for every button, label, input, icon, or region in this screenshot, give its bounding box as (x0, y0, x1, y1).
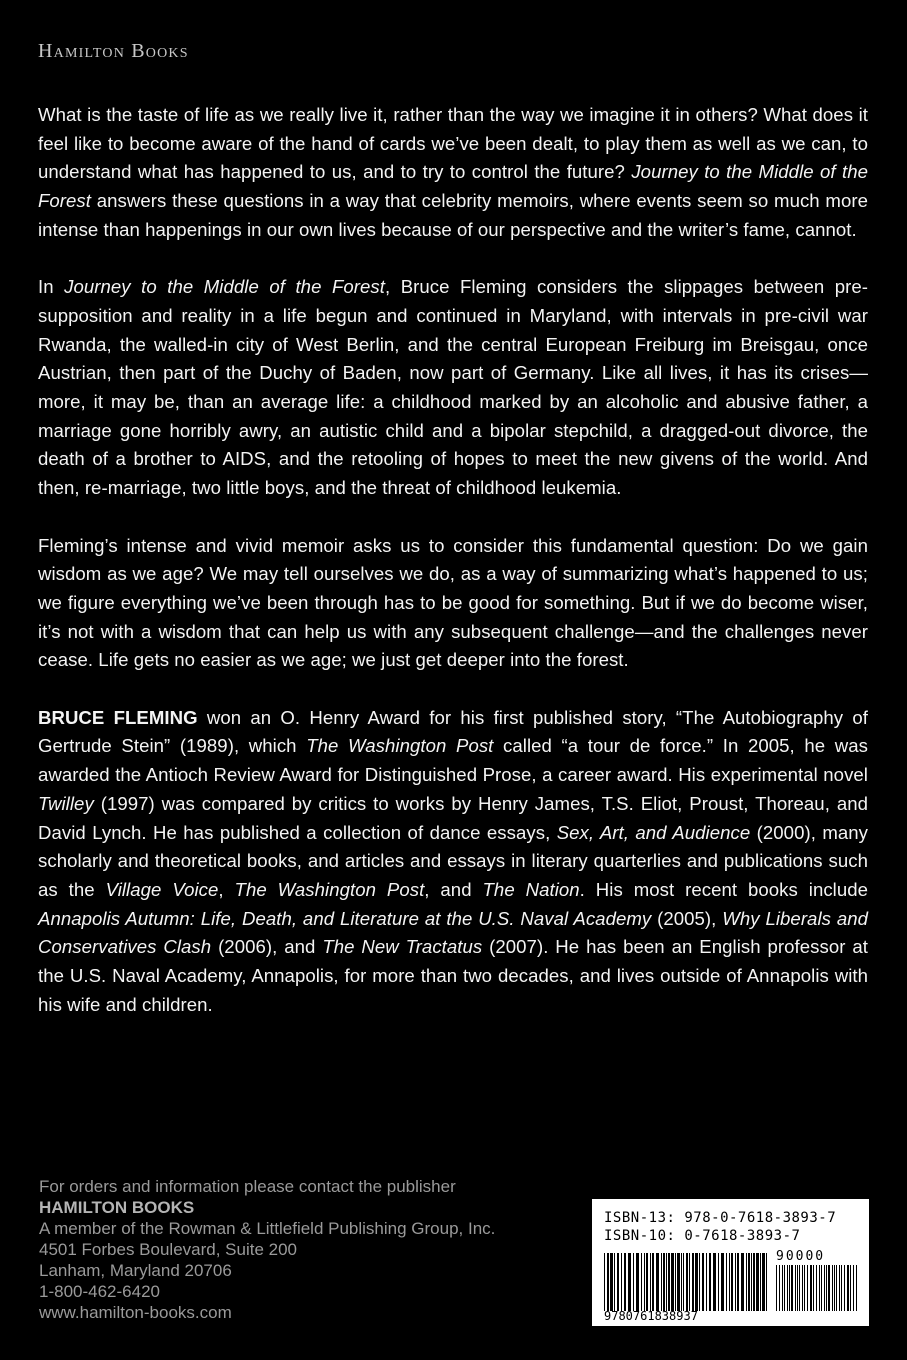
barcode-bar (675, 1253, 676, 1311)
barcode-bar (671, 1253, 674, 1311)
address-line-1: 4501 Forbes Boulevard, Suite 200 (39, 1240, 298, 1259)
barcode-bar (760, 1253, 761, 1311)
barcode-bar (729, 1253, 730, 1311)
barcode-bar (709, 1253, 711, 1311)
barcode-bar (791, 1265, 793, 1311)
barcode-bar (646, 1253, 648, 1311)
barcode-bar (762, 1253, 765, 1311)
barcode-bar (604, 1253, 605, 1311)
author-name: BRUCE FLEMING (38, 706, 198, 728)
barcode-bar (839, 1265, 840, 1311)
barcode-bar (795, 1265, 796, 1311)
barcode-bar (787, 1265, 788, 1311)
website-link[interactable]: www.hamilton-books.com (39, 1303, 232, 1322)
barcode-bar (841, 1265, 842, 1311)
description-paragraph-3: Fleming’s intense and vivid memoir asks us to consider this fundamental question: Do we gain wisdom as we age? We may tell ourselves we do, as a way of summarizing what’s happened to us; we figure everything we’ve been through has to be good for something. But if we do become wiser, it’s not with a wisdom that can help us with any subsequent challenge—and the challenges never cease. Life gets no easier as we age; we just get deeper into the forest. (38, 534, 868, 671)
barcode-bar (847, 1265, 849, 1311)
description-paragraph-1: What is the taste of life as we really live it, rather than the way we imagine it in others? What does it feel like to become aware of the hand of cards we’ve been dealt, to play them as well as we can, to understand what has happened to us, and to try to control the future? Journey to the Middle of the Forest answers these questions in a way that celebrity memoirs, where events seem so much more intense than happenings in our own lives because of our perspective and the writer’s fame, cannot. (38, 104, 868, 240)
barcode-bar (610, 1253, 613, 1311)
barcode-bar (628, 1253, 631, 1311)
barcode-bar (828, 1265, 830, 1311)
publisher-member: A member of the Rowman & Littlefield Publishing Group, Inc. (39, 1219, 496, 1238)
back-cover-copy (38, 101, 868, 1048)
barcode-bar (731, 1253, 733, 1311)
barcode-bar (741, 1253, 744, 1311)
barcode-bar (748, 1253, 750, 1311)
contact-intro: For orders and information please contact the publisher (39, 1177, 456, 1196)
barcode-bar (824, 1265, 825, 1311)
barcode-bar (677, 1253, 680, 1311)
ean-digits: 9780761838937 (604, 1309, 698, 1323)
barcode-bar (650, 1253, 651, 1311)
barcode-bar (737, 1253, 739, 1311)
barcode-bar (683, 1253, 684, 1311)
barcode-bar (644, 1253, 645, 1311)
ean-bars (604, 1253, 767, 1311)
barcode-bar (776, 1265, 777, 1311)
barcode-bar (804, 1265, 805, 1311)
barcode-bar (834, 1265, 835, 1311)
barcode-bar (633, 1253, 634, 1311)
barcode-bar (624, 1253, 626, 1311)
barcode-bar (832, 1265, 833, 1311)
barcode-bar (663, 1253, 665, 1311)
barcode-bar (656, 1253, 659, 1311)
barcode-bar (641, 1253, 642, 1311)
barcode-bar (621, 1253, 622, 1311)
author-bio: BRUCE FLEMING won an O. Henry Award for his first published story, “The Autobiography of Gertrude Stein” (1989), which The Washington Post called “a tour de force.” In 2005, he was awarded the Antioch Review Award for Distinguished Prose, a career award. His experimental novel Twilley (1997) was compared by critics to works by Henry James, T.S. Eliot, Proust, Thoreau, and David Lynch. He has published a collection of dance essays, Sex, Art, and Audience (2000), many scholarly and theoretical books, and articles and essays in literary quarterlies and publications such as the Village Voice, The Washington Post, and The Nation. His most recent books include Annapolis Autumn: Life, Death, and Literature at the U.S. Naval Academy (2005), Why Liberals and Conservatives Clash (2006), and The New Tractatus (2007). He has been an English professor at the U.S. Naval Academy, Annapolis, for more than two decades, and lives outside of Annapolis with his wife and children. (38, 706, 869, 1015)
barcode-graphic (592, 1199, 869, 1326)
barcode-bar (614, 1253, 615, 1311)
barcode-bar (756, 1253, 759, 1311)
barcode-bar (810, 1265, 812, 1311)
price-code: 90000 (776, 1249, 826, 1264)
barcode-bar (699, 1253, 700, 1311)
barcode-bar (692, 1253, 694, 1311)
barcode-bar (797, 1265, 798, 1311)
barcode-bar (607, 1253, 609, 1311)
barcode-bar (836, 1265, 837, 1311)
barcode-bar (746, 1253, 747, 1311)
description-paragraph-2: In Journey to the Middle of the Forest, Bruce Fleming considers the slippages between pre-supposition and reality in a life begun and continued in Maryland, with intervals in pre-civil war Rwanda, the walled-in city of West Berlin, and the central European Freiburg im Breisgau, once Austrian, then part of the Duchy of Baden, now part of Germany. Like all lives, it has its crises—more, it may be, than an average life: a childhood marked by an alcoholic and abusive father, a marriage gone horribly awry, an autistic child and a bipolar stepchild, a dragged-out divorce, the death of a brother to AIDS, and the retooling of hopes to meet the new givens of the world. And then, re-marriage, two little boys, and the threat of childhood leukemia. (38, 276, 869, 499)
publisher-contact-block (39, 1176, 495, 1323)
barcode-bar (661, 1253, 662, 1311)
barcode-bar (617, 1253, 619, 1311)
isbn-10: ISBN-10: 0-7618-3893-7 (604, 1228, 801, 1244)
barcode-bar (826, 1265, 827, 1311)
barcode-bar (751, 1253, 752, 1311)
barcode-bar (735, 1253, 736, 1311)
barcode-bar (681, 1253, 682, 1311)
barcode-bar (844, 1265, 845, 1311)
barcode-bar (666, 1253, 667, 1311)
publisher-name: HAMILTON BOOKS (39, 1198, 195, 1217)
barcode-bar (689, 1253, 690, 1311)
barcode-bar (668, 1253, 670, 1311)
barcode-bar (652, 1253, 654, 1311)
isbn-barcode (592, 1199, 869, 1326)
address-line-2: Lanham, Maryland 20706 (39, 1261, 232, 1280)
barcode-bar (686, 1253, 688, 1311)
price-addon-bars (776, 1265, 857, 1311)
barcode-bar (784, 1265, 785, 1311)
barcode-bar (721, 1253, 724, 1311)
barcode-bar (799, 1265, 800, 1311)
barcode-bar (636, 1253, 639, 1311)
barcode-bar (850, 1265, 851, 1311)
barcode-bar (718, 1253, 719, 1311)
barcode-bar (819, 1265, 820, 1311)
barcode-bar (813, 1265, 814, 1311)
phone-number: 1-800-462-6420 (39, 1282, 160, 1301)
barcode-bar (782, 1265, 783, 1311)
barcode-bar (821, 1265, 822, 1311)
barcode-bar (702, 1253, 704, 1311)
barcode-bar (726, 1253, 727, 1311)
barcode-bar (713, 1253, 716, 1311)
barcode-bar (789, 1265, 790, 1311)
barcode-bar (853, 1265, 854, 1311)
barcode-bar (766, 1253, 767, 1311)
barcode-bar (802, 1265, 803, 1311)
barcode-bar (816, 1265, 817, 1311)
barcode-bar (706, 1253, 707, 1311)
publisher-imprint-logo: Hamilton Books (38, 40, 189, 62)
barcode-bar (807, 1265, 808, 1311)
barcode-bar (856, 1265, 857, 1311)
isbn-13: ISBN-13: 978-0-7618-3893-7 (604, 1210, 837, 1226)
barcode-bar (695, 1253, 698, 1311)
book-title: Journey to the Middle of the Forest (38, 161, 868, 212)
barcode-bar (779, 1265, 780, 1311)
book-title: Journey to the Middle of the Forest (64, 276, 385, 298)
barcode-bar (753, 1253, 755, 1311)
